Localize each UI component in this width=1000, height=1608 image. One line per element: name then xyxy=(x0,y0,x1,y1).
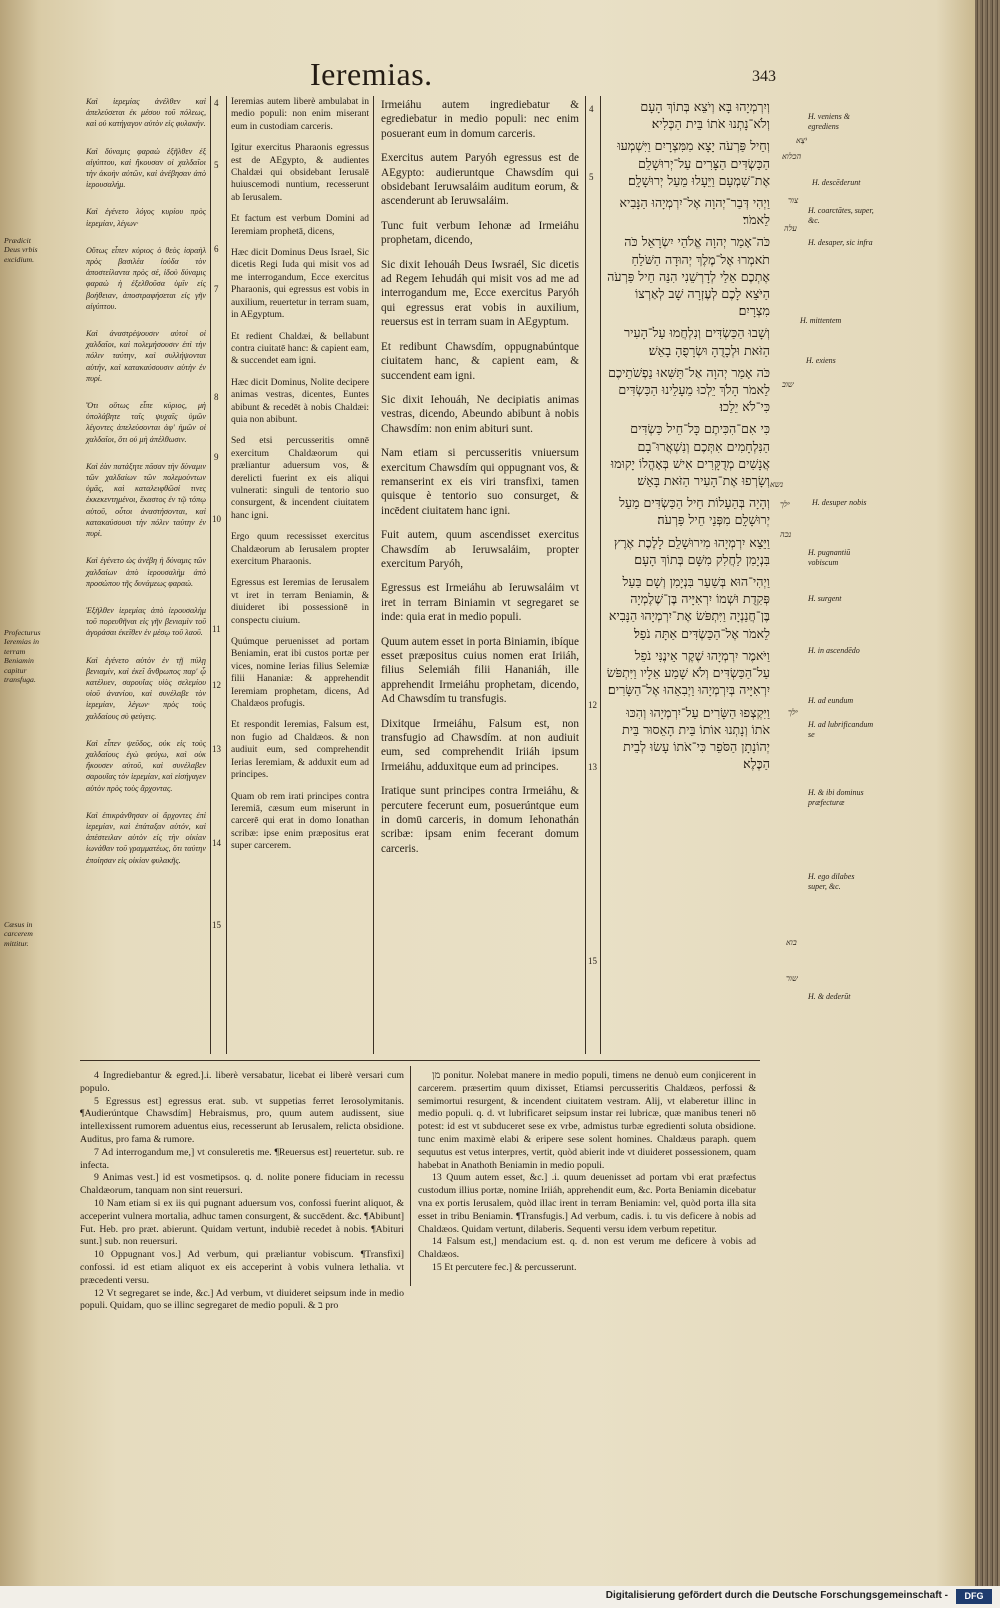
page-title: Ieremias. xyxy=(310,56,433,92)
right-margin-note: H. desuper nobis xyxy=(812,498,867,507)
right-margin-note: H. descēderunt xyxy=(812,178,861,187)
right-margin-note: H. ad lubrificandum se xyxy=(808,720,874,739)
verse-number: 12 xyxy=(212,680,221,690)
hebrew-verse: וַיֹּאמֶר יִרְמְיָהוּ שֶׁקֶר אֵינֶנִּי נֹפֵל עַל־הַכַּשְׂדִּים וְלֹא שָׁמַע אֵלָיו וַיִּתְפֹּשׂ יִרְאִיָּיה בְּיִרְמְיָהוּ וַיְבִאֵהוּ אֶל־הַשָּׂרִים׃ xyxy=(606,647,770,698)
latin-verse: Irmeiáhu autem ingrediebatur & egrediebatur in medio populi: nec enim posuerant eum in domum carceris. xyxy=(381,99,579,140)
right-margin-note: יֹצֵא xyxy=(796,136,808,145)
greek-verse: Καὶ ἀναστρέψουσιν αὐτοὶ οἱ χαλδαῖοι, καὶ πολεμήσουσιν ἐπὶ τὴν πόλιν ταύτην, καὶ συλλήψονται αὐτήν, καὶ κατακαύσουσιν αὐτὴν ἐν πυρί. xyxy=(86,329,206,383)
latin-verse: Sed etsi percusseritis omnē exercitum Chaldæorum qui præliantur aduersum vos, & derelicti fuerint ex eis aliqui vulnerati: singuli de tentorio suo consurgent, & incendent ciuitatem hanc igni. xyxy=(231,436,369,521)
commentary-note: 10 Nam etiam si ex iis qui pugnant aduersum vos, confossi fuerint aliquot, & acceperint vulnera mortalia, adhuc tamen consurgent, & succēdent. &c. ¶Abibunt] Fut. Heb. pro præt. abierunt. Quidam vertunt, indubiè recedet à nobis. ¶Abituri sunt.] sub. non reuersuri. xyxy=(80,1197,404,1248)
greek-verse: Καὶ εἶπεν ψεῦδος, οὐκ εἰς τοὺς χαλδαίους ἐγὼ φεύγω, καὶ οὐκ ἤκουσεν αὐτοῦ, καὶ συνέλαβεν σαρουΐας τὸν ἱερεμίαν, καὶ εἰσήγαγεν αὐτὸν πρὸς τοὺς ἄρχοντας. xyxy=(86,738,206,793)
verse-number: 11 xyxy=(212,624,221,634)
right-margin-note: H. coarctātes, super, &c. xyxy=(808,206,874,225)
right-margin-note: שור xyxy=(786,974,798,983)
verse-number: 13 xyxy=(588,762,597,772)
latin-translation-column xyxy=(381,98,579,866)
right-margin-note: הכלוא xyxy=(782,152,802,161)
margin-note-1: Prædicit Deus vrbis excidium. xyxy=(4,236,38,264)
latin-verse: Quam ob rem irati principes contra Ieremiā, cæsum eum miserunt in carcerē qui erat in domo Ionathan scribæ: ipse enim præpositus erat super carcerem. xyxy=(231,791,369,852)
verse-number: 12 xyxy=(588,700,597,710)
greek-column xyxy=(86,96,206,882)
latin-verse: Et respondit Ieremias, Falsum est, non fugio ad Chaldæos. & non audiuit eum, sed comprehendit Ierias Ieremiam, & adduxit eum ad principes. xyxy=(231,720,369,781)
verse-number: 7 xyxy=(214,284,219,294)
column-rule xyxy=(600,96,601,1054)
greek-verse: Ἐξῆλθεν ἱερεμίας ἀπὸ ἱερουσαλὴμ τοῦ πορευθῆναι εἰς γῆν βενιαμὶν τοῦ ἀγοράσαι ἐκεῖθεν ἐν μέσῳ τοῦ λαοῦ. xyxy=(86,605,206,638)
hebrew-verse: כִּי אִם־הִכִּיתֶם כָּל־חֵיל כַּשְׂדִּים הַנִּלְחָמִים אִתְּכֶם וְנִשְׁאֲרוּ־בָם אֲנָשִׁים מְדֻקָּרִים אִישׁ בְּאָהֳלוֹ יָקוּמוּ וְשָׂרְפוּ אֶת־הָעִיר הַזֹּאת בָּאֵשׁ׃ xyxy=(610,421,770,489)
latin-verse: Fuit autem, quum ascendisset exercitus Chawsdím ab Ieruwsaláim, propter exercitum Paryóh, xyxy=(381,529,579,570)
right-margin-note: H. ad eundum xyxy=(808,696,854,705)
right-margin-note: נשא xyxy=(770,480,784,489)
right-margin-note: H. ego dilabes super, &c. xyxy=(808,872,855,891)
latin-vulgate-column xyxy=(231,96,369,862)
hebrew-verse: וַיִּקְצְפוּ הַשָּׂרִים עַל־יִרְמְיָהוּ וְהִכּוּ אֹתוֹ וְנָתְנוּ אוֹתוֹ בֵּית הָאֵסוּר בֵּית יְהוֹנָתָן הַסֹּפֵר כִּי־אֹתוֹ עָשׂוּ לְבֵית הַכֶּלֶא׃ xyxy=(622,704,770,772)
right-margin-note: H. mittentem xyxy=(800,316,842,325)
commentary-note: 9 Animas vest.] id est vosmetipsos. q. d. nolite ponere fiduciam in recessu Chaldæorum, tanquam non sint reuersuri. xyxy=(80,1172,404,1197)
column-rule xyxy=(373,96,374,1054)
verse-number: 9 xyxy=(214,452,219,462)
commentary-note: 4 Ingrediebantur & egred.].i. liberè versabatur, licebat ei liberè versari cum populo. xyxy=(80,1070,404,1094)
right-margin-note: נכה xyxy=(780,530,792,539)
right-margin-note: עלה xyxy=(784,224,797,233)
commentary-right xyxy=(418,1070,756,1275)
latin-verse: Egressus est Ieremias de Ierusalem vt iret in terram Beniamin, & diuideret ibi possessionē in conspectu ciuium. xyxy=(231,578,369,626)
right-margin-note: H. pugnantiū vobiscum xyxy=(808,548,851,567)
hebrew-verse: כֹּה־אָמַר יְהוָה אֱלֹהֵי יִשְׂרָאֵל כֹּה תֹאמְרוּ אֶל־מֶלֶךְ יְהוּדָה הַשֹּׁלֵחַ אֶתְכֶם אֵלַי לְדָרְשֵׁנִי הִנֵּה חֵיל פַּרְעֹה הַיֹּצֵא לָכֶם לְעֶזְרָה שָׁב לְאַרְצוֹ מִצְרָיִם׃ xyxy=(607,234,770,319)
commentary-note: מן ponitur. Nolebat manere in medio populi, timens ne denuò eum conjicerent in carcerem. præsertim quum dixisset, Etiamsi percusseritis Chaldæos, perfossi & semimortui resurgent, & incendent ciuitatem vestram. Alij, vt elaberetur illinc in medio populi. q. d. vt lubrificaret seipsum instar rei lubricæ, quæ manibus teneri nō potest: id est vt subduceret sese ex vrbe, admistus turbæ egredienti soluta obsidione. tunc enim maximè elabi & eripere sese solent homines. Chaldæus paraph. quem sequutus est vetus interpres, vertit, quòd abierit inde vt diuideret possessionem, quam habebat in Anathoth Beniamin in medio populi. xyxy=(418,1070,756,1171)
right-margin-note: ילך xyxy=(788,708,798,717)
verse-number: 4 xyxy=(589,104,594,114)
latin-verse: Quúmque peruenisset ad portam Beniamin, erat ibi custos portæ per vices, nomine Ierias filius Selemiæ filii Hananiæ: & apprehendit Ieremiam prophetam, dicens, Ad Chaldæos profugis. xyxy=(231,637,369,710)
book-edge xyxy=(975,0,1000,1608)
commentary-left xyxy=(80,1070,404,1313)
right-margin-note: H. surgent xyxy=(808,594,842,603)
verse-number: 6 xyxy=(214,244,219,254)
latin-verse: Exercitus autem Paryóh egressus est de AEgypto: audieruntque Chawsdím qui obsidebant Ieruwsaláim auditum eorum, & ascenderunt ab Ieruwsaláim. xyxy=(381,152,579,208)
page-number: 343 xyxy=(752,68,776,85)
latin-verse: Et redibunt Chawsdím, oppugnabúntque ciuitatem hanc, & capient eam, & succendent eam igni. xyxy=(381,340,579,382)
latin-verse: Tunc fuit verbum Iehonæ ad Irmeiáhu prophetam, dicendo, xyxy=(381,219,579,247)
hebrew-verse: וְשָׁבוּ הַכַּשְׂדִּים וְנִלְחֲמוּ עַל־הָעִיר הַזֹּאת וּלְכָדֻהָ וּשְׂרָפֻהָ בָאֵשׁ׃ xyxy=(623,325,770,358)
greek-verse: Καὶ ἐπικράνθησαν οἱ ἄρχοντες ἐπὶ ἱερεμίαν, καὶ ἐπάταξαν αὐτόν, καὶ ἀπέστειλαν αὐτὸν εἰς τὴν οἰκίαν ἰωνάθαν τοῦ γραμματέως, ὅτι ταύτην ἐποίησαν εἰς οἰκίαν φυλακῆς. xyxy=(86,810,206,865)
verse-number: 14 xyxy=(212,838,221,848)
margin-note-2: Profecturus Ieremias in terram Beniamin capitur transfuga. xyxy=(4,628,41,685)
hebrew-column xyxy=(604,98,770,777)
latin-verse: Dixitque Irmeiáhu, Falsum est, non transfugio ad Chawsdím. at non audiuit eum, sed comprehendit Iriiáh ipsum Irmeiáhu, adduxitque eum ad principes. xyxy=(381,717,579,773)
verse-number: 15 xyxy=(212,920,221,930)
verse-number: 5 xyxy=(589,172,594,182)
greek-verse: Καὶ δύναμις φαραὼ ἐξῆλθεν ἐξ αἰγύπτου, καὶ ἤκουσαν οἱ χαλδαῖοι τὴν ἀκοὴν αὐτῶν, καὶ ἀνέβησαν ἀπὸ ἱερουσαλήμ. xyxy=(86,146,206,190)
hebrew-verse: וַיְהִי דְּבַר־יְהוָה אֶל־יִרְמְיָהוּ הַנָּבִיא לֵאמֹר׃ xyxy=(619,195,770,228)
right-margin-note: H. exiens xyxy=(806,356,836,365)
commentary-note: 7 Ad interrogandum me,] vt consuleretis me. ¶Reuersus est] reuertetur. sub. re infecta. xyxy=(80,1146,404,1171)
right-margin-note: צור xyxy=(788,196,799,205)
latin-verse: Sic dixit Iehouáh Deus Iwsraél, Sic dicetis ad Regem Iehudáh qui misit vos ad me ad interrogandum me, Ecce exercitus Paryóh qui egressus erat vobis in auxilium, reuersus est in terram suam in AEgyptum. xyxy=(381,258,579,329)
commentary-note: 14 Falsum est,] mendacium est. q. d. non est verum me deficere à vobis ad Chaldæos. xyxy=(418,1236,756,1261)
hebrew-verse: וַיֵּצֵא יִרְמְיָהוּ מִירוּשָׁלִַם לָלֶכֶת אֶרֶץ בִּנְיָמִן לַחֲלִק מִשָּׁם בְּתוֹךְ הָעָם׃ xyxy=(613,534,770,567)
greek-verse: Καὶ ἱερεμίας ἀνέλθεν καὶ ἀπελεύσεται ἐκ μέσου τοῦ πόλεως, καὶ οὐ κατήγαγον αὐτὸν εἰς φυλακήν. xyxy=(86,97,206,129)
right-margin-note: ילך xyxy=(780,500,790,509)
latin-verse: Iratique sunt principes contra Irmeiáhu, & percutere fecerunt eum, posuerúntque eum in domū carceris, in domum Iehonathán scribæ: ipsam enim fecerant domum carceris. xyxy=(381,785,579,855)
latin-verse: Nam etiam si percusseritis vniuersum exercitum Chawsdím qui oppugnant vos, & remanserint ex eis viri transfixi, tamen quisque è tentorio suo consurget, & incēdent ciuitatem hanc igni. xyxy=(381,447,579,517)
right-margin-note: בוא xyxy=(786,938,797,947)
latin-verse: Ergo quum recessisset exercitus Chaldæorum ab Ierusalem propter exercitum Pharaonis. xyxy=(231,532,369,567)
right-margin-note: H. & ibi dominus præfecturæ xyxy=(808,788,864,807)
hebrew-verse: וְחֵיל פַּרְעֹה יָצָא מִמִּצְרָיִם וַיִּשְׁמְעוּ הַכַּשְׂדִּים הַצָּרִים עַל־יְרוּשָׁלִַם אֶת־שִׁמְעָם וַיֵּעָלוּ מֵעַל יְרוּשָׁלִָם׃ xyxy=(617,138,770,188)
footer-bar xyxy=(0,1586,1000,1608)
latin-verse: Igitur exercitus Pharaonis egressus est de AEgypto, & audientes Chaldæi qui obsidebant Ierusalē huiuscemodi nuntium, recesserunt ab Ierusalem. xyxy=(231,143,369,203)
greek-verse: Καὶ ἐγένετο λόγος κυρίου πρὸς ἱερεμίαν, λέγων· xyxy=(86,207,206,228)
hebrew-verse: וַיְהִי־הוּא בְּשַׁעַר בִּנְיָמִן וְשָׁם בַּעַל פְּקִדֻת וּשְׁמוֹ יִרְאִיָּיה בֶּן־שֶׁלֶמְיָה בֶּן־חֲנַנְיָה וַיִּתְפֹּשׂ אֶת־יִרְמְיָהוּ הַנָּבִיא לֵאמֹר אֶל־הַכַּשְׂדִּים אַתָּה נֹפֵל׃ xyxy=(608,574,770,641)
column-rule xyxy=(210,96,211,1054)
verse-number: 15 xyxy=(588,956,597,966)
dfg-logo: DFG xyxy=(956,1589,992,1604)
commentary-note: 10 Oppugnant vos.] Ad verbum, qui præliantur vobiscum. ¶Transfixi] confossi. id est etiam aliquot ex eis acceperint à vobis vulnera lethalia. vt præcedenti versu. xyxy=(80,1249,404,1286)
latin-verse: Ieremias autem liberè ambulabat in medio populi: non enim miserant eum in custodiam carceris. xyxy=(231,97,369,132)
right-margin-note: שוב xyxy=(782,380,794,389)
right-margin-note: H. in ascendēdo xyxy=(808,646,860,655)
latin-verse: Et redient Chaldæi, & bellabunt contra ciuitatē hanc: & capient eam, & succendet eam igni. xyxy=(231,331,369,367)
verse-number: 10 xyxy=(212,514,221,524)
margin-note-3: Cæsus in carcerem mittitur. xyxy=(4,920,33,948)
latin-verse: Egressus est Irmeiáhu ab Ieruwsaláim vt iret in terram Biniamin vt segregaret se inde: quia erat in medio populi. xyxy=(381,582,579,624)
verse-number: 13 xyxy=(212,744,221,754)
column-rule xyxy=(585,96,586,1054)
greek-verse: Καὶ ἐγένετο ὡς ἀνέβη ἡ δύναμις τῶν χαλδαίων ἀπὸ ἱερουσαλὴμ ἀπὸ προσώπου τῆς δυνάμεως φαραώ. xyxy=(86,556,206,588)
latin-verse: Et factum est verbum Domini ad Ieremiam prophetā, dicens, xyxy=(231,214,369,237)
verse-number: 8 xyxy=(214,392,219,402)
latin-verse: Hæc dicit Dominus Deus Israel, Sic dicetis Regi Iuda qui misit vos ad me interrogandum, Ecce exercitus Pharaonis, qui egressus est vobis in auxilium, reuertetur in terram suam, in AEgyptum. xyxy=(231,248,369,321)
greek-verse: Οὕτως εἶπεν κύριος ὁ θεὸς ἰσραὴλ πρὸς βασιλέα ἰούδα τὸν ἀποστείλαντα πρὸς σέ, ἰδοὺ δύναμις φαραὼ ἡ ἐξελθοῦσα ὑμῖν εἰς βοήθειαν, ἀποστραφήσεται εἰς γῆν αἰγύπτου. xyxy=(86,245,206,311)
commentary-note: 15 Et percutere fec.] & percusserunt. xyxy=(432,1261,577,1273)
greek-verse: Ὅτι οὕτως εἶπε κύριος, μὴ ὑπολάβητε ταῖς ψυχαῖς ὑμῶν λέγοντες ἀπελεύσονται ἀφ' ἡμῶν οἱ χαλδαῖοι, ὅτι οὐ μὴ ἀπέλθωσιν. xyxy=(86,401,206,444)
verse-number: 5 xyxy=(214,160,219,170)
verse-number: 4 xyxy=(214,98,219,108)
greek-verse: Καὶ ἐὰν πατάξητε πᾶσαν τὴν δύναμιν τῶν χαλδαίων τῶν πολεμούντων ὑμᾶς, καὶ καταλειφθῶσί τινες ἐκκεκεντημένοι, ἕκαστος ἐν τῷ τόπῳ αὐτοῦ, οὗτοι ἀναστήσονται, καὶ κατακαύσουσι τὴν πόλιν ταύτην ἐν πυρί. xyxy=(86,461,206,539)
latin-verse: Hæc dicit Dominus, Nolite decipere animas vestras, dicentes, Euntes abibunt & recedēt à nobis Chaldæi: quia non abibunt. xyxy=(231,377,369,425)
right-margin-note: H. desaper, sic infra xyxy=(808,238,873,247)
footer-credit: Digitalisierung gefördert durch die Deutsche Forschungsgemeinschaft - xyxy=(605,1590,948,1601)
latin-verse: Sic dixit Iehouáh, Ne decipiatis animas vestras, dicendo, Abeundo abibunt à nobis Chawsdím: non enim abituri sunt. xyxy=(381,393,579,435)
right-margin-note: H. & dederūt xyxy=(808,992,851,1001)
right-margin-note: H. veniens & egrediens xyxy=(808,112,850,131)
notes-separator xyxy=(80,1060,760,1061)
greek-verse: Καὶ ἐγένετο αὐτὸν ἐν τῇ πύλῃ βενιαμίν, καὶ ἐκεῖ ἄνθρωπος παρ' ᾧ κατέλυεν, σαρουΐας υἱὸς σελεμίου υἱοῦ ἀνανίου, καὶ συνέλαβε τὸν ἱερεμίαν, λέγων· πρὸς τοὺς χαλδαίους σὺ φεύγεις. xyxy=(86,655,206,721)
latin-verse: Quum autem esset in porta Biniamin, ibíque esset præpositus cuius nomen erat Iriiáh, filius Selemiáh filii Hananiáh, ille apprehendit Irmeiáhu prophetam, dicendo, Ad Chawsdím tu transfugis. xyxy=(381,635,579,706)
column-rule xyxy=(226,96,227,1054)
notes-rule xyxy=(410,1066,411,1286)
commentary-note: 12 Vt segregaret se inde, &c.] Ad verbum, vt diuideret seipsum inde in medio populi. Quidam, quo se illinc segregaret de medio populi. & ב pro xyxy=(80,1287,404,1312)
commentary-note: 5 Egressus est] egressus erat. sub. vt suppetias ferret Ierosolymitanis. ¶Audierúntque Chawsdím] Hebraismus, pro, quum autem audissent, siue intellexissent rumorem aduentus eius, recesserunt ab Ierusalem, relicta obsidione. Auditus, pro fama & rumore. xyxy=(80,1095,404,1145)
commentary-note: 13 Quum autem esset, &c.] .i. quum deuenisset ad portam vbi erat præfectus custodum illius portæ, nomine Iriiáh, apprehendit eum, &c. Porta Beniamin dicebatur vna ex portis Ierusalem, quòd illac irent in terram Beniamin: vel, quòd porta illa sita esset in tribu Beniamin. ¶Transfugis.] Ad verbum, cadis. i. tu vis deficere à nobis ad Chaldæos. Quidam vertunt, dilaberis. Sequenti versu idem verbum repetitur. xyxy=(418,1172,756,1235)
hebrew-verse: וְיִרְמְיָהוּ בָּא וְיֹצֵא בְּתוֹךְ הָעָם וְלֹא־נָתְנוּ אֹתוֹ בֵּית הַכְּלִיא׃ xyxy=(640,99,770,132)
hebrew-verse: וְהָיָה בְּהֵעָלוֹת חֵיל הַכַּשְׂדִּים מֵעַל יְרוּשָׁלִָם מִפְּנֵי חֵיל פַּרְעֹה׃ xyxy=(619,495,770,528)
hebrew-verse: כֹּה אָמַר יְהוָה אַל־תַּשִּׁאוּ נַפְשֹׁתֵיכֶם לֵאמֹר הָלֹךְ יֵלְכוּ מֵעָלֵינוּ הַכַּשְׂדִּים כִּי־לֹא יֵלֵכוּ׃ xyxy=(608,364,770,415)
